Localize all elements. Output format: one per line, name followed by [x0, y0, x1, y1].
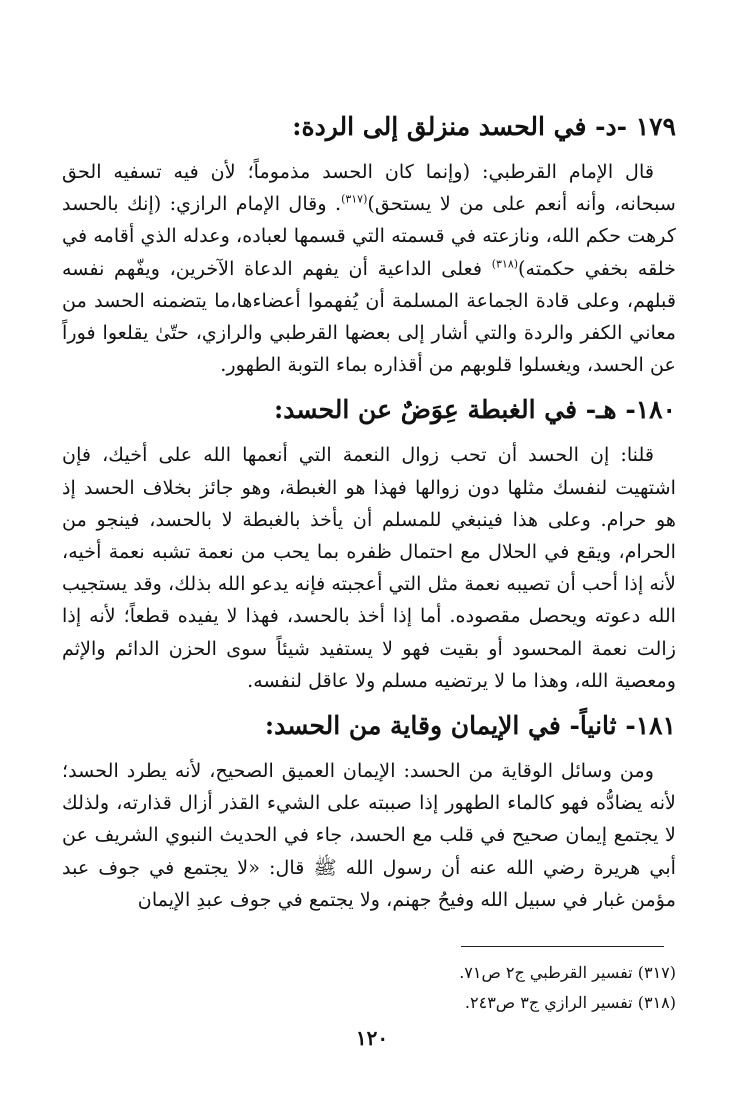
page-number: ١٢٠	[355, 1026, 389, 1050]
section-179-text-a: قال الإمام القرطبي: (وإنما كان الحسد مذموماً؛ لأن فيه تسفيه الحق سبحانه، وأنه أنعم على من لا يستحق)	[62, 160, 676, 216]
footnote-318: (٣١٨) تفسير الرازي ج٣ ص٢٤٣.	[464, 993, 676, 1012]
section-179-text-c: فعلى الداعية أن يفهم الدعاة الآخرين، ويفّهم نفسه قبلهم، وعلى قادة الجماعة المسلمة أن يُفهموا أعضاءها،ما يتضمنه الحسد من معاني الكفر والردة والتي أشار إلى بعضها القرطبي والرازي، حتّىٰ يقلعوا فوراً عن الحسد، ويغسلوا قلوبهم من أقذاره بماء التوبة الطهور.	[62, 256, 676, 377]
section-181-paragraph: ومن وسائل الوقاية من الحسد: الإيمان العميق الصحيح، لأنه يطرد الحسد؛ لأنه يضادُّه فهو كالماء الطهور إذا صببته على الشيء القذر أزال قذارته، ولذلك لا يجتمع إيمان صحيح في قلب مع الحسد، جاء في الحديث النبوي الشريف عن أبي هريرة رضي الله عنه أن رسول الله ﷺ قال: «لا يجتمع في جوف عبد مؤمن غبار في سبيل الله وفيحُ جهنم، ولا يجتمع في جوف عبدِ الإيمان	[62, 759, 676, 911]
footnote-divider	[461, 946, 664, 947]
section-179-paragraph	[62, 156, 676, 381]
footnotes	[116, 958, 676, 1018]
section-180-heading: ١٨٠- هـ- في الغبطة عِوَضٌ عن الحسد:	[273, 395, 676, 425]
section-180-paragraph: قلنا: إن الحسد أن تحب زوال النعمة التي أنعمها الله على أخيك، فإن اشتهيت لنفسك مثلها دون زوالها فهذا هو الغبطة، وهو جائز بخلاف الحسد إذ هو حرام. وعلى هذا فينبغي للمسلم أن يأخذ بالغبطة لا بالحسد، فينجو من الحرام، ويقع في الحلال مع احتمال ظفره بما يحب من نعمة تشبه نعمة أخيه، لأنه إذا أحب أن تصيبه نعمة مثل التي أعجبته فإنه يدعو الله بذلك، وقد يستجيب الله دعوته ويحصل مقصوده. أما إذا أخذ بالحسد، فهذا لا يفيده قطعاً؛ لأنه إذا زالت نعمة المحسود أو بقيت فهو لا يستفيد شيئاً سوى الحزن الدائم والإثم ومعصية الله، وهذا ما لا يرتضيه مسلم ولا عاقل لنفسه.	[62, 443, 676, 692]
footnote-317: (٣١٧) تفسير القرطبي ج٢ ص٧١.	[459, 963, 676, 982]
footnote-ref-318: (٣١٨)	[491, 257, 519, 271]
section-181-heading: ١٨١- ثانياً- في الإيمان وقاية من الحسد:	[264, 711, 676, 741]
section-179-heading: ١٧٩ -د- في الحسد منزلق إلى الردة:	[292, 112, 676, 141]
section-179-text-b: . وقال الإمام الرازي: (إنك بالحسد كرهت حكم الله، ونازعته في قسمته التي قسمها لعباده، وعدله الذي أقامه في خلقه بخفي حكمته)	[62, 192, 676, 280]
footnote-ref-317: (٣١٧)	[341, 192, 368, 206]
